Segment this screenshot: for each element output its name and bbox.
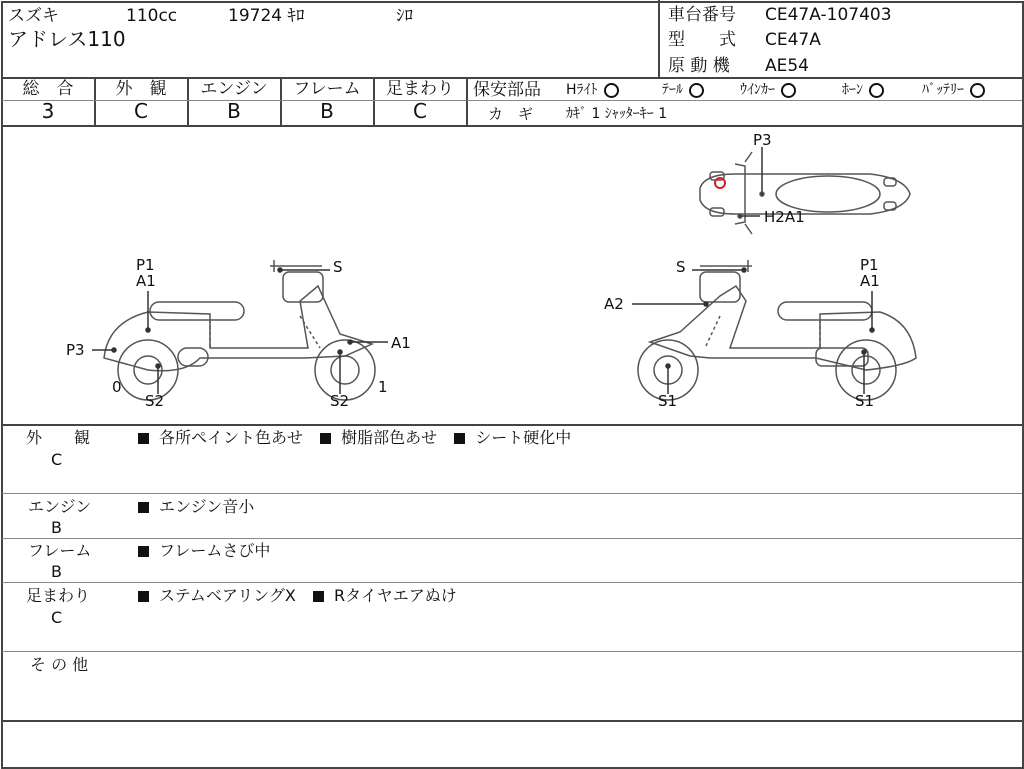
diagram-label-right-p1: P1 [860,256,879,274]
diagram-label-right-s1a: S1 [658,392,678,410]
diagram-label-left-s2a: S2 [145,392,165,410]
note-frame-label: フレーム [28,541,92,560]
note-exterior-items: 各所ペイント色あせ 樹脂部色あせ シート硬化中 [138,428,571,448]
frame-value: CE47A-107403 [765,5,892,25]
safety-item-winker: ｳｲﾝｶｰ [740,80,796,100]
note-suspension-label: 足まわり [26,586,91,605]
bullet-square-icon [138,546,149,557]
type-value: CE47A [765,30,821,50]
grade-engine-value: B [227,99,241,123]
safety-item-headlight: Hﾗｲﾄ [566,80,619,100]
damage-diagram [0,126,1022,424]
safety-item-tail: ﾃｰﾙ [662,80,704,100]
ok-circle-icon [781,83,796,98]
note-exterior-grade: C [51,450,63,469]
ok-circle-icon [869,83,884,98]
key-label: カ ギ [488,105,534,123]
diagram-label-h2a1: H2A1 [764,208,805,226]
diagram-label-left-p3: P3 [66,341,85,359]
mileage: 19724 ｷﾛ [228,6,305,26]
type-label: 型 式 [668,30,736,50]
grade-suspension-value: C [413,99,427,123]
color: ｼﾛ [396,6,413,26]
diagram-label-right-s: S [676,258,686,276]
diagram-label-left-a1-top: A1 [136,272,156,290]
note-frame-grade: B [51,562,62,581]
note-suspension-grade: C [51,608,63,627]
note-frame-items: フレームさび中 [138,541,270,561]
grade-exterior-value: C [134,99,148,123]
diagram-label-left-p1: P1 [136,256,155,274]
engine-label: 原 動 機 [668,56,730,76]
diagram-label-left-s: S [333,258,343,276]
scooter-top-view [700,152,910,234]
safety-item-battery: ﾊﾞｯﾃﾘｰ [922,80,985,100]
ok-circle-icon [604,83,619,98]
bullet-square-icon [313,591,324,602]
grade-total-value: 3 [41,99,55,123]
grade-suspension-label: 足まわり [386,79,454,99]
safety-item-horn: ﾎｰﾝ [842,80,884,100]
right-leaders [632,268,874,394]
note-exterior-label: 外 観 [26,428,91,447]
diagram-label-left-0: 0 [112,378,122,396]
ok-circle-icon [689,83,704,98]
diagram-label-left-a1: A1 [391,334,411,352]
bullet-square-icon [320,433,331,444]
displacement: 110cc [126,6,178,26]
diagram-label-right-a2: A2 [604,295,624,313]
grade-frame-value: B [320,99,334,123]
bullet-square-icon [138,591,149,602]
model-name: アドレス110 [8,27,126,51]
bullet-square-icon [138,502,149,513]
bullet-square-icon [138,433,149,444]
grade-engine-label: エンジン [200,79,268,99]
note-engine-label: エンジン [28,497,92,516]
note-other-label: そ の 他 [30,655,89,674]
ok-circle-icon [970,83,985,98]
grade-exterior-label: 外 観 [115,79,167,99]
grade-frame-label: フレーム [293,79,361,99]
diagram-label-left-1: 1 [378,378,388,396]
diagram-label-right-a1: A1 [860,272,880,290]
diagram-label-left-s2b: S2 [330,392,350,410]
engine-value: AE54 [765,56,810,76]
note-engine-items: エンジン音小 [138,497,254,517]
note-suspension-items: ステムベアリングX Rタイヤエアぬけ [138,586,457,606]
bullet-square-icon [454,433,465,444]
key-value: ｶｷﾞ 1 ｼｬｯﾀｰｷｰ 1 [566,106,668,122]
diagram-label-p3-top: P3 [753,131,772,149]
note-engine-grade: B [51,518,62,537]
frame-label: 車台番号 [668,5,736,25]
diagram-label-right-s1b: S1 [855,392,875,410]
grade-total-label: 総 合 [22,79,74,99]
safety-label: 保安部品 [473,80,541,100]
maker: スズキ [8,6,59,26]
